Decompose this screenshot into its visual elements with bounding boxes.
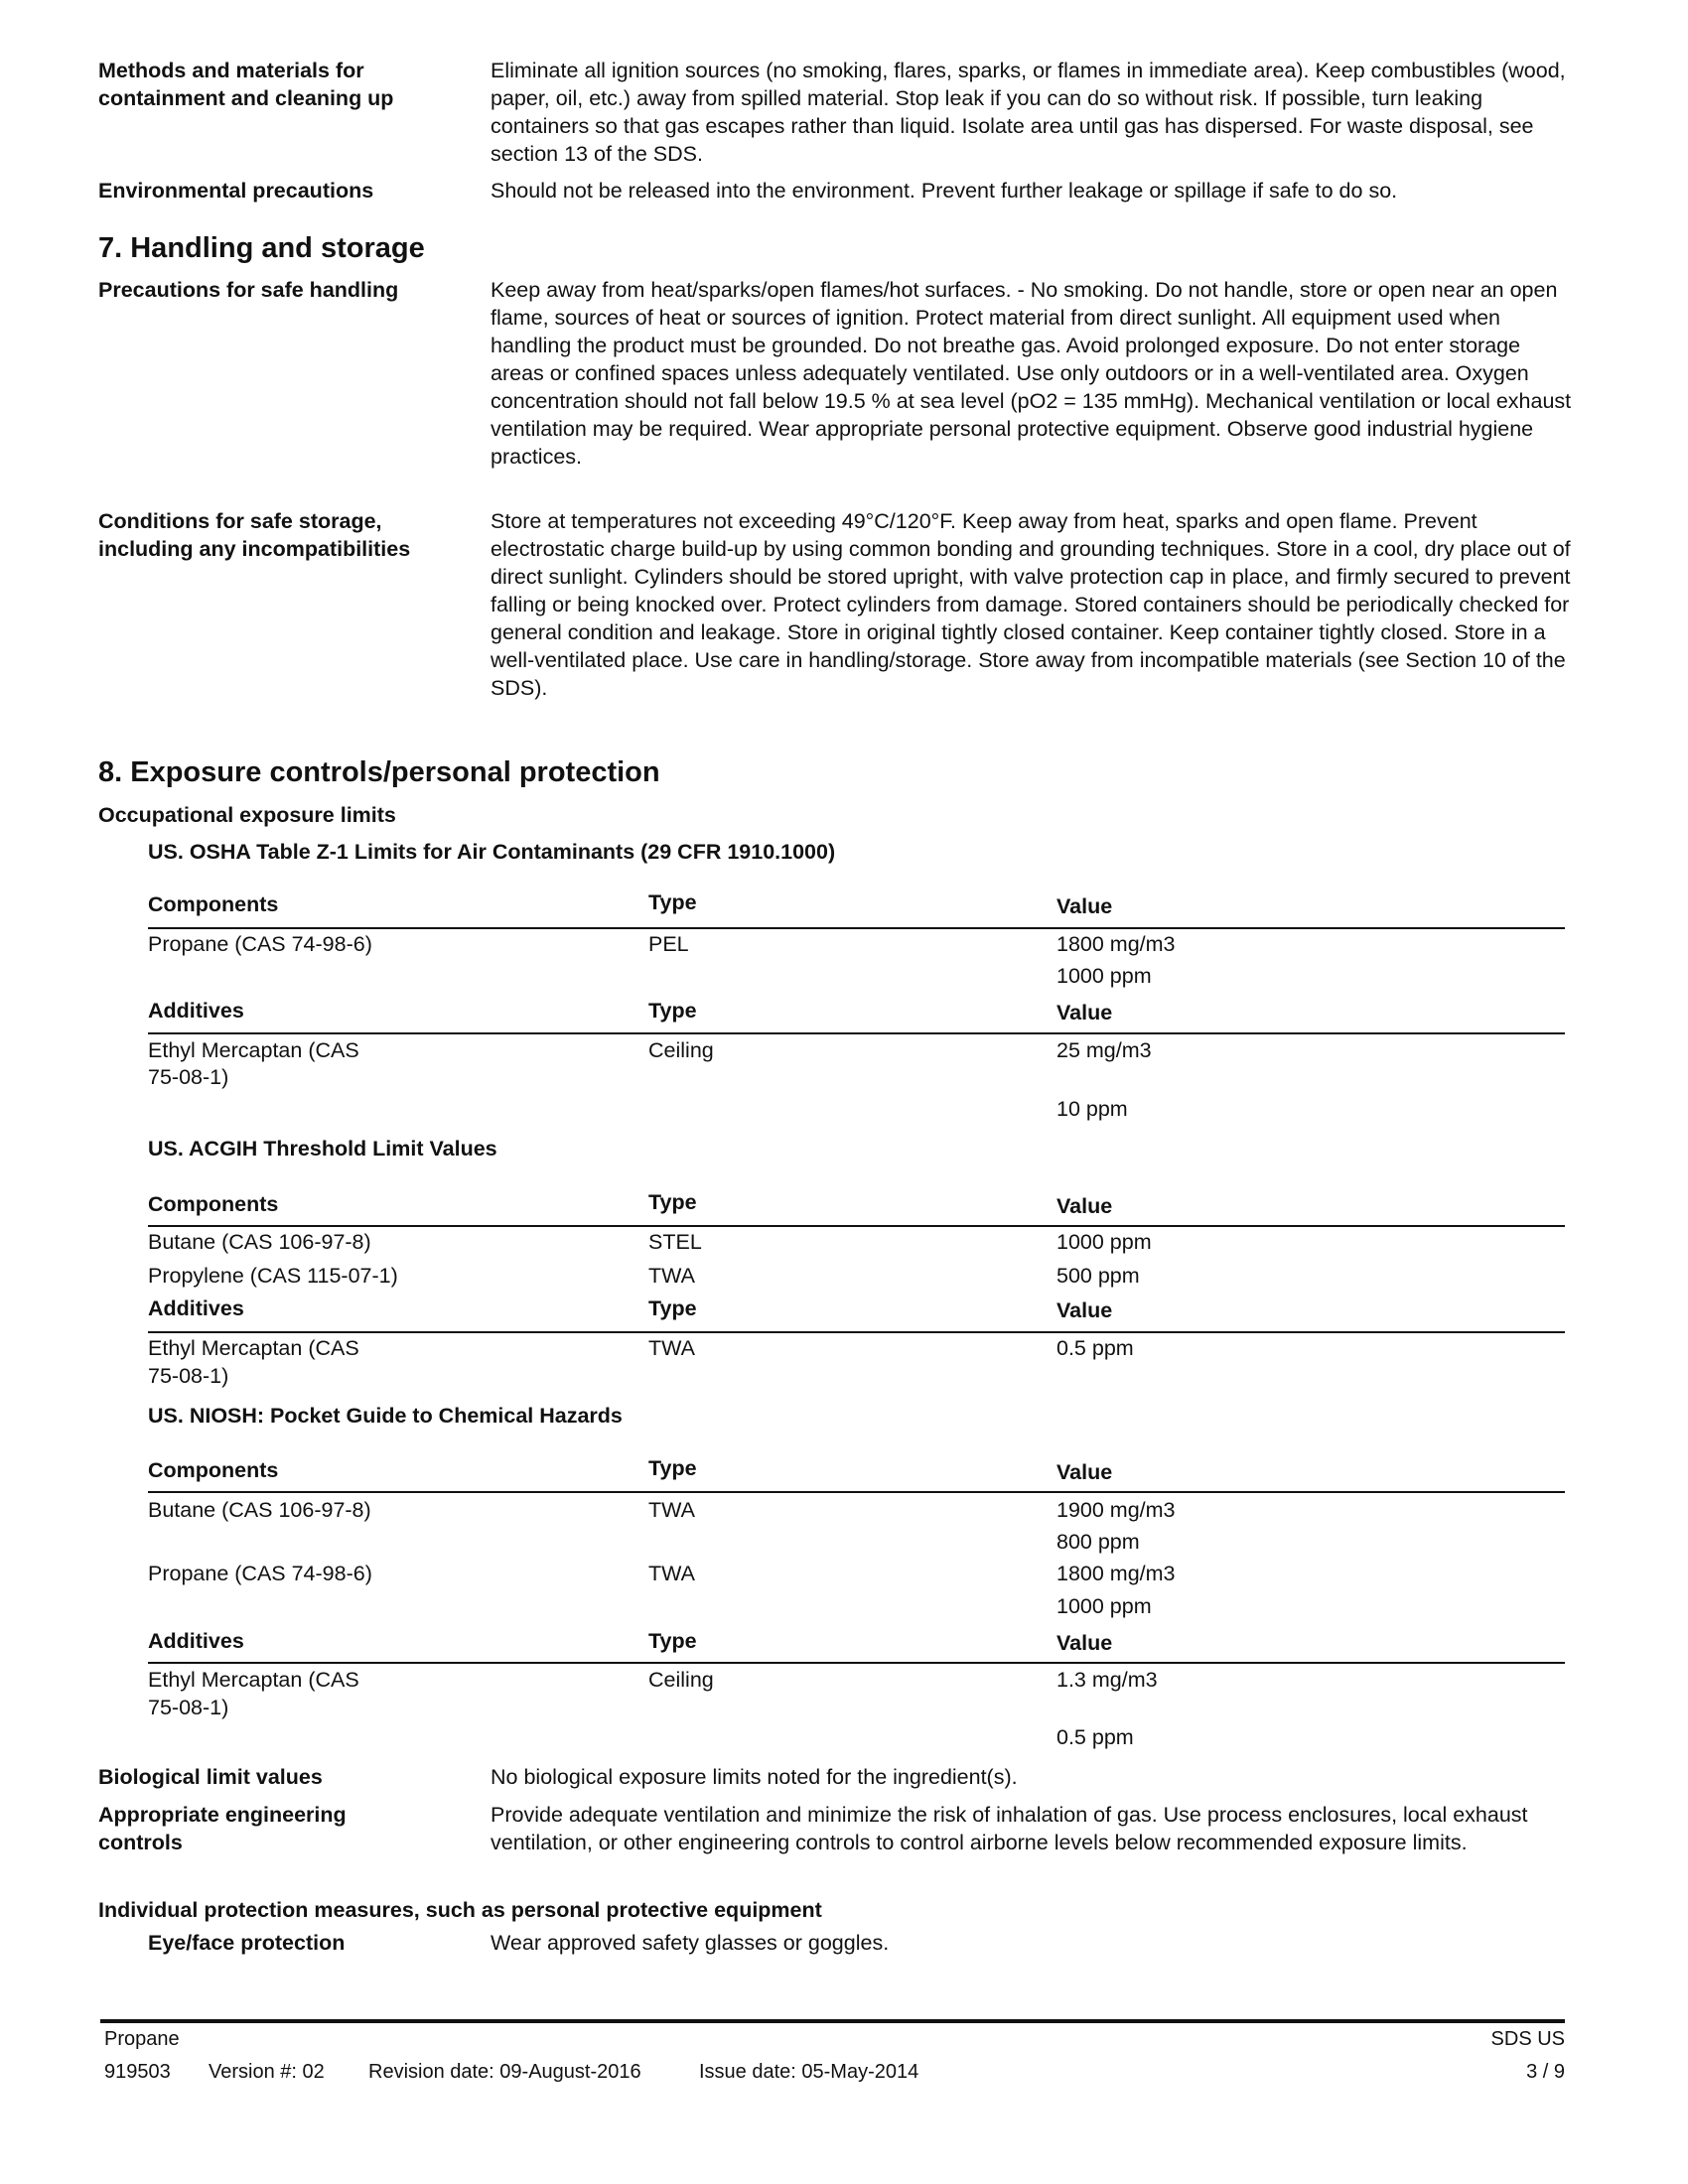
header-components: Components: [148, 1458, 279, 1482]
eye-protection-label: Eye/face protection: [148, 1931, 346, 1955]
footer-issue: Issue date: 05-May-2014: [699, 2061, 919, 2083]
component-value: 1000 ppm: [1056, 1594, 1152, 1618]
storage-label: Conditions for safe storage, including any incompatibilities: [98, 509, 411, 561]
divider: [148, 1225, 1565, 1227]
methods-text: Eliminate all ignition sources (no smoking, flares, sparks, or flames in immediate area). Keep combustibles (wood, paper, oil, etc.) away from spilled material. Stop leak if you can do so without risk. If possible, turn leaking containers so that gas escapes rather than liquid. Isolate area until gas has dispersed. For waste disposal, see section 13 of the SDS.: [491, 59, 1566, 166]
component-value: 1000 ppm: [1056, 1230, 1152, 1254]
divider: [148, 927, 1565, 929]
handling-text: Keep away from heat/sparks/open flames/hot surfaces. - No smoking. Do not handle, store or open near an open flame, sources of heat or sources of ignition. Protect material from direct sunlight. All equipment used when handling the product must be grounded. Do not breathe gas. Avoid prolonged exposure. Do not enter storage areas or confined spaces unless adequately ventilated. Use only outdoors or in a well-ventilated area. Oxygen concentration should not fall below 19.5 % at sea level (pO2 = 135 mmHg). Mechanical ventilation or local exhaust ventilation may be required. Wear appropriate personal protective equipment. Observe good industrial hygiene practices.: [491, 278, 1572, 469]
section-7-title: 7. Handling and storage: [98, 232, 425, 264]
component-name: Butane (CAS 106-97-8): [148, 1498, 371, 1522]
additive-value: 25 mg/m3: [1056, 1038, 1152, 1062]
biological-label: Biological limit values: [98, 1765, 323, 1789]
header-value: Value: [1056, 1460, 1113, 1484]
header-type: Type: [648, 1190, 697, 1214]
header-type: Type: [648, 1297, 697, 1320]
additive-name: Ethyl Mercaptan (CAS: [148, 1336, 359, 1360]
component-type: STEL: [648, 1230, 702, 1254]
engineering-label: Appropriate engineering controls: [98, 1803, 347, 1854]
additive-name: Ethyl Mercaptan (CAS: [148, 1038, 359, 1062]
additive-value: 0.5 ppm: [1056, 1725, 1134, 1749]
additive-value: 10 ppm: [1056, 1097, 1128, 1121]
acgih-title: US. ACGIH Threshold Limit Values: [148, 1137, 497, 1160]
component-name: Propylene (CAS 115-07-1): [148, 1264, 398, 1288]
methods-label: Methods and materials for containment and cleaning up: [98, 59, 394, 110]
footer-version: Version #: 02: [209, 2061, 325, 2083]
ppe-label: Individual protection measures, such as personal protective equipment: [98, 1898, 822, 1922]
additive-type: TWA: [648, 1336, 695, 1360]
component-value: 1800 mg/m3: [1056, 1562, 1176, 1585]
footer-doc-type: SDS US: [1490, 2028, 1565, 2050]
divider: [148, 1331, 1565, 1333]
environmental-label: Environmental precautions: [98, 179, 374, 203]
additive-name-cont: 75-08-1): [148, 1364, 229, 1388]
footer-revision: Revision date: 09-August-2016: [368, 2061, 641, 2083]
handling-label: Precautions for safe handling: [98, 278, 399, 302]
header-additives: Additives: [148, 1297, 244, 1320]
divider: [148, 1662, 1565, 1664]
divider: [148, 1491, 1565, 1493]
component-value: 1900 mg/m3: [1056, 1498, 1176, 1522]
additive-type: Ceiling: [648, 1038, 714, 1062]
header-value: Value: [1056, 1001, 1113, 1024]
header-type: Type: [648, 1456, 697, 1480]
header-type: Type: [648, 1629, 697, 1653]
component-name: Propane (CAS 74-98-6): [148, 932, 372, 956]
component-value: 1800 mg/m3: [1056, 932, 1176, 956]
component-type: PEL: [648, 932, 689, 956]
component-value: 500 ppm: [1056, 1264, 1140, 1288]
additive-value: 1.3 mg/m3: [1056, 1668, 1158, 1692]
eye-protection-text: Wear approved safety glasses or goggles.: [491, 1931, 890, 1955]
header-value: Value: [1056, 1298, 1113, 1322]
component-type: TWA: [648, 1562, 695, 1585]
footer-rule: [100, 2019, 1565, 2023]
component-type: TWA: [648, 1264, 695, 1288]
header-value: Value: [1056, 1194, 1113, 1218]
engineering-text: Provide adequate ventilation and minimize the risk of inhalation of gas. Use process enclosures, local exhaust ventilation, or other engineering controls to control airborne levels below recommended exposure limits.: [491, 1803, 1528, 1854]
header-value: Value: [1056, 1631, 1113, 1655]
header-components: Components: [148, 892, 279, 916]
oel-label: Occupational exposure limits: [98, 803, 396, 827]
header-additives: Additives: [148, 1629, 244, 1653]
storage-text: Store at temperatures not exceeding 49°C/120°F. Keep away from heat, sparks and open flame. Prevent electrostatic charge build-up by using common bonding and grounding techniques. Store in a cool, dry place out of direct sunlight. Cylinders should be stored upright, with valve protection cap in place, and firmly secured to prevent falling or being knocked over. Protect cylinders from damage. Stored containers should be periodically checked for general condition and leakage. Store in original tightly closed container. Keep container tightly closed. Store in a well-ventilated place. Use care in handling/storage. Store away from incompatible materials (see Section 10 of the SDS).: [491, 509, 1571, 700]
osha-title: US. OSHA Table Z-1 Limits for Air Contaminants (29 CFR 1910.1000): [148, 840, 836, 864]
footer-page-number: 3 / 9: [1526, 2061, 1565, 2083]
environmental-text: Should not be released into the environment. Prevent further leakage or spillage if safe to do so.: [491, 179, 1398, 203]
component-value: 1000 ppm: [1056, 964, 1152, 988]
footer-product: Propane: [104, 2028, 180, 2050]
header-type: Type: [648, 999, 697, 1023]
additive-name-cont: 75-08-1): [148, 1065, 229, 1089]
component-value: 800 ppm: [1056, 1530, 1140, 1554]
component-type: TWA: [648, 1498, 695, 1522]
footer-id: 919503: [104, 2061, 171, 2083]
header-additives: Additives: [148, 999, 244, 1023]
additive-name: Ethyl Mercaptan (CAS: [148, 1668, 359, 1692]
component-name: Butane (CAS 106-97-8): [148, 1230, 371, 1254]
header-type: Type: [648, 890, 697, 914]
header-components: Components: [148, 1192, 279, 1216]
additive-name-cont: 75-08-1): [148, 1696, 229, 1719]
component-name: Propane (CAS 74-98-6): [148, 1562, 372, 1585]
header-value: Value: [1056, 894, 1113, 918]
divider: [148, 1032, 1565, 1034]
biological-text: No biological exposure limits noted for the ingredient(s).: [491, 1765, 1018, 1789]
additive-value: 0.5 ppm: [1056, 1336, 1134, 1360]
additive-type: Ceiling: [648, 1668, 714, 1692]
niosh-title: US. NIOSH: Pocket Guide to Chemical Hazards: [148, 1404, 623, 1428]
section-8-title: 8. Exposure controls/personal protection: [98, 756, 660, 788]
